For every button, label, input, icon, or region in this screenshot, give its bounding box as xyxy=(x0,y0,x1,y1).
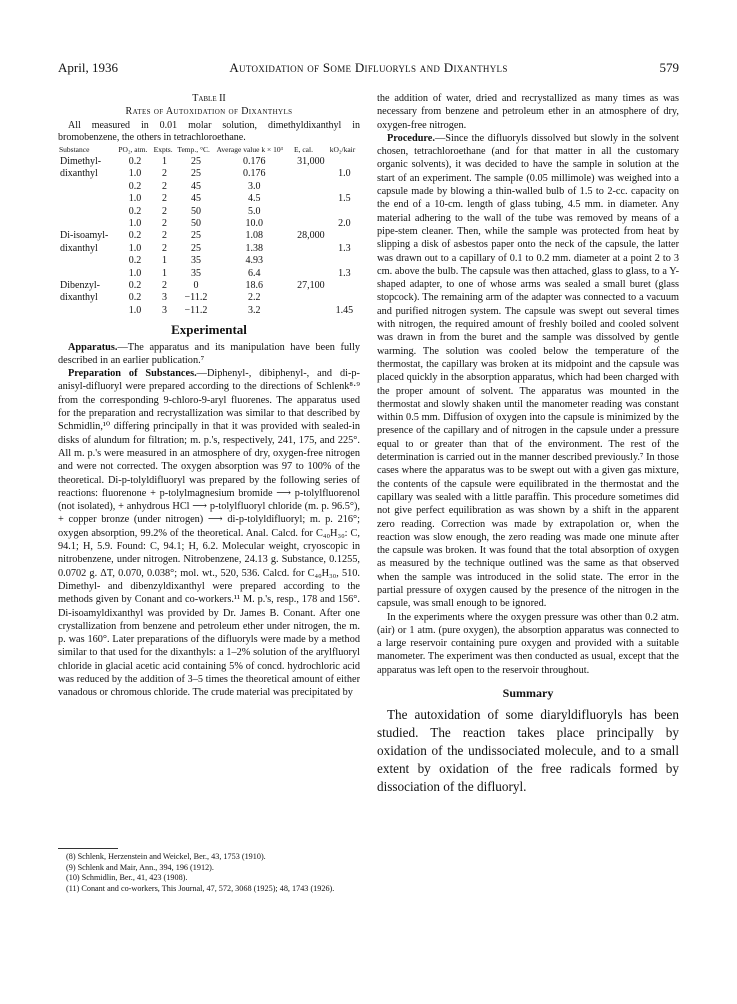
table-title: Table II xyxy=(192,93,226,104)
table-cell: 2 xyxy=(162,280,167,292)
table-row xyxy=(58,168,360,180)
table-cell: 0.2 xyxy=(128,156,142,167)
table-cell xyxy=(329,255,360,267)
table-cell: 0.2 xyxy=(128,280,142,292)
footnotes xyxy=(58,848,360,894)
table-cell: 0.2 xyxy=(128,180,142,192)
header-date: April, 1936 xyxy=(58,60,118,75)
table-row xyxy=(58,280,360,292)
experimental-heading: Experimental xyxy=(171,322,247,338)
continuation-paragraph: the addition of water, dried and recrystallized as many times as was necessary from benzene and petroleum ether in an atmosphere of dry, oxygen-free nitrogen. xyxy=(377,93,679,131)
table-cell: dixanthyl xyxy=(60,242,98,254)
col-po2: PO₂, atm. xyxy=(118,145,148,154)
page-number: 579 xyxy=(659,60,679,75)
table-cell: 4.93 xyxy=(245,255,263,267)
table-row xyxy=(58,268,360,280)
table-cell: 0 xyxy=(193,280,199,292)
table-cell xyxy=(58,255,117,267)
table-cell xyxy=(58,268,117,280)
table-cell: −11.2 xyxy=(184,292,208,304)
table-row xyxy=(58,181,360,193)
procedure-paragraph xyxy=(377,132,679,611)
table-cell: 2.0 xyxy=(338,218,351,230)
rates-table xyxy=(58,146,360,317)
table-cell: 1.3 xyxy=(338,242,351,254)
table-cell: 1.08 xyxy=(245,230,263,242)
table-cell xyxy=(329,181,360,193)
table-cell: 2 xyxy=(162,193,167,205)
table-cell: 2.2 xyxy=(248,292,261,304)
reservoir-paragraph: In the experiments where the oxygen pressure was other than 0.2 atm. (air) or 1 atm. (pure oxygen), the absorption apparatus was connected to a large reservoir containing pure oxygen and provided with a suitable manometer. The experiment was then conducted as usual, except that the apparatus was left open to the reservoir throughout. xyxy=(377,611,679,676)
col-k: Average value k × 10³ xyxy=(216,145,283,154)
table-cell: 0.2 xyxy=(128,230,142,242)
col-ratio: kO₂/kair xyxy=(329,145,356,154)
table-cell: 2 xyxy=(162,205,167,217)
table-cell: 0.176 xyxy=(243,168,266,180)
summary-heading: Summary xyxy=(502,686,554,701)
table-cell: 2 xyxy=(162,230,167,242)
preparation-text: —Diphenyl-, dibiphenyl-, and di-p-anisyl-difluoryl were prepared according to the directions of Schlenk⁸·⁹ from the corresponding 9-chloro-9-aryl fluorenes. The apparatus used for the preparation and recrystallization was similar to that described by Schmidlin,¹⁰ differing principally in that it was provided with sealed-in disks of alundum for filtration; m. p.'s, respectively, 241, 175, and 225°. All m. p.'s were measured in an atmosphere of dry, oxygen-free nitrogen and were not corrected. The oxygen absorption was 97 to 100% of the theoretical. Di-p-tolyldifluoryl was prepared by the following series of reactions: fluorenone + p-tolylmagnesium bromide ⟶ p-tolylfluorenol (not isolated), + anhydrous HCl ⟶ p-tolylfluoryl chloride (m. p. 96.5°), + copper bronze (under nitrogen) ⟶ di-p-tolyldifluoryl; m. p. 216°; oxygen absorption, 99.2% of the theoretical. Anal. Calcd. for C₄₀H₃₀: C, 94.1; H, 5.9. Found: C, 94.1; H, 6.2. Molecular weight, cryoscopic in nitrobenzene, under nitrogen. Nitrobenzene, 24.13 g. Substance, 0.1255, 0.0702 g. ΔT, 0.070, 0.038°; mol. wt., 520, 536. Calcd. for C₄₀H₃₀, 510. Dimethyl- and dibenzyldixanthyl were prepared according to the methods given by Conant and co-workers.¹¹ M. p.'s, resp., 178 and 156°. Di-isoamyldixanthyl was provided by Dr. James B. Conant. After one crystallization from benzene and petroleum ether under nitrogen, the m. p. was 160°. Later preparations of the difluoryls were made by a method similar to that used for the dixanthyls: a 1–2% solution of the arylfluoryl chloride in glacial acetic acid containing 5% of concd. hydrochloric acid was reduced by the addition of 3–5 times the theoretical amount of either vanadous or chromous chloride. The crude material was precipitated by xyxy=(58,368,360,699)
table-cell: 1.0 xyxy=(128,168,142,180)
table-cell: 1.38 xyxy=(245,242,263,254)
table-cell: 27,100 xyxy=(297,280,325,292)
table-cell: 1.5 xyxy=(338,193,351,205)
table-cell: 1 xyxy=(162,267,167,279)
footnote-rule xyxy=(58,848,118,849)
table-cell: 2 xyxy=(162,218,167,230)
table-cell xyxy=(293,181,329,193)
apparatus-paragraph xyxy=(58,341,360,368)
table-cell: 3 xyxy=(162,292,167,304)
table-row xyxy=(58,230,360,242)
table-cell: 1.0 xyxy=(128,267,142,279)
table-cell xyxy=(58,193,117,205)
table-cell: Dibenzyl- xyxy=(60,280,100,292)
procedure-lead: Procedure. xyxy=(387,132,435,144)
table-row xyxy=(58,193,360,205)
table-cell: 0.2 xyxy=(128,292,142,304)
table-cell: 1.0 xyxy=(128,304,142,316)
table-cell xyxy=(293,292,329,304)
table-cell: 28,000 xyxy=(297,230,325,242)
right-column xyxy=(377,92,679,796)
table-cell: 3 xyxy=(162,304,167,316)
table-cell: 0.2 xyxy=(128,205,142,217)
table-cell: 25 xyxy=(190,230,201,242)
preparation-lead: Preparation of Substances. xyxy=(68,368,197,380)
table-cell: 3.2 xyxy=(248,304,261,316)
table-cell xyxy=(293,268,329,280)
table-cell: 2 xyxy=(162,168,167,180)
table-cell xyxy=(58,218,117,230)
table-caption: Rates of Autoxidation of Dixanthyls xyxy=(125,106,293,117)
footnote-8: (8) Schlenk, Herzenstein and Weickel, Ber., 43, 1753 (1910). xyxy=(66,852,266,861)
table-row xyxy=(58,305,360,317)
table-cell: dixanthyl xyxy=(60,292,98,304)
table-cell: 3.0 xyxy=(248,180,261,192)
table-cell xyxy=(293,193,329,205)
table-cell: 25 xyxy=(190,156,201,167)
table-cell: 25 xyxy=(190,168,201,180)
table-cell: 2 xyxy=(162,242,167,254)
table-cell: 35 xyxy=(190,267,201,279)
table-cell: 6.4 xyxy=(248,267,261,279)
table-cell xyxy=(293,305,329,317)
table-cell xyxy=(329,230,360,242)
table-cell: 31,000 xyxy=(297,156,325,167)
table-cell: 45 xyxy=(190,193,201,205)
table-cell xyxy=(293,168,329,180)
table-cell xyxy=(293,218,329,230)
table-cell: 1.0 xyxy=(128,242,142,254)
table-row xyxy=(58,156,360,168)
table-cell: Di-isoamyl- xyxy=(60,230,109,242)
table-cell xyxy=(329,206,360,218)
table-cell: dixanthyl xyxy=(60,168,98,180)
table-row xyxy=(58,292,360,304)
table-cell: 4.5 xyxy=(248,193,261,205)
procedure-text: —Since the difluoryls dissolved but slowly in the solvent chosen, tetrachloroethane (and for that matter in all the customary organic solvents), it was decided to have the sample in solution at the start of an experiment. The sample (0.05 millimole) was weighed into a capsule made by blowing a thin-walled bulb of 1.5 to 2-cc. capacity on the end of a 10-cm. length of glass tubing, 4.5 mm. in diameter. Any material adhering to the wall of the tube was removed by means of a pipe-stem cleaner. Then, while the sample was protected from heat by slipping a disk of asbestos paper onto the neck of the capsule, the latter was drawn out to a capillary of 0.1 to 0.2 mm. diameter at a point 2 to 3 cm. above the bulb. The capsule was then attached, glass to glass, to a Y-shaped adapter, to one of whose arms was sealed a small buret (glass stopcock). The remaining arm of the adapter was connected to a vacuum and purified nitrogen system. The capsule was swept out several times with nitrogen, the required amount of freshly boiled and cooled solvent was drawn in from the buret and the sample was dissolved by gentle warming. The solution was cooled below the temperature of the thermostat, the capillary was broken at its midpoint and the capsule was placed quickly in the absorption apparatus, which had been charged with the proper amount of solvent. The apparatus was mounted in the thermostat and slowly shaken until the manometer reading was constant within 0.5 mm. Diffusion of oxygen into the capsule is minimized by the presence of the capillary and of nitrogen in the capsule under a pressure equal to or greater than that of the environment. The rest of the determination is carried out in the manner described previously.⁷ In those cases where the apparatus was to be swept out with a given gas mixture, the contents of the capsule were equilibrated in the thermostat and the capillary was sealed with a little paraffin. This procedure sometimes did not give perfect equilibration as was shown by a shift in the apparent zero reading. Correction was made by extrapolation or, when the reaction was slow enough, the zero reading was made one minute after the capsule was broken. It was found that the total absorption of oxygen as measured by the technique outlined was the same as that observed when the sample was introduced in the solid state. The error in the partial pressure of oxygen caused by the presence of the nitrogen in the capsule, was small enough to be ignored. xyxy=(377,132,679,610)
table-cell xyxy=(293,255,329,267)
table-cell: 2 xyxy=(162,180,167,192)
table-cell: 50 xyxy=(190,205,201,217)
table-cell: 45 xyxy=(190,180,201,192)
table-row xyxy=(58,243,360,255)
table-row xyxy=(58,206,360,218)
col-e: E, cal. xyxy=(294,145,313,154)
table-cell: 1.0 xyxy=(128,218,142,230)
table-cell xyxy=(58,181,117,193)
footnote-9: (9) Schlenk and Mair, Ann., 394, 196 (1912). xyxy=(66,862,214,872)
table-cell xyxy=(58,305,117,317)
table-cell: Dimethyl- xyxy=(60,156,102,167)
table-cell: 1.0 xyxy=(338,168,351,180)
footnote-11: (11) Conant and co-workers, This Journal, 47, 572, 3068 (1925); 48, 1743 (1926). xyxy=(66,883,335,893)
table-cell: 25 xyxy=(190,242,201,254)
table-cell: 1.45 xyxy=(335,304,354,316)
table-cell: 1 xyxy=(162,156,167,167)
table-cell xyxy=(329,156,360,168)
table-cell: 1.3 xyxy=(338,267,351,279)
table-note: All measured in 0.01 molar solution, dimethyldixanthyl in bromobenzene, the others in tetrachloroethane. xyxy=(58,120,360,143)
col-expts: Expts. xyxy=(153,145,173,154)
table-cell xyxy=(293,206,329,218)
table-cell: 35 xyxy=(190,255,201,267)
summary-section xyxy=(377,687,679,796)
table-row xyxy=(58,218,360,230)
table-cell: 18.6 xyxy=(245,280,263,292)
table-cell xyxy=(58,206,117,218)
col-substance: Substance xyxy=(59,145,90,154)
table-cell: 5.0 xyxy=(248,205,261,217)
apparatus-text: —The apparatus and its manipulation have been fully described in an earlier publication.⁷ xyxy=(58,341,360,366)
table-cell: 10.0 xyxy=(245,218,263,230)
table-cell: −11.2 xyxy=(184,304,208,316)
table-row xyxy=(58,255,360,267)
table-cell: 50 xyxy=(190,218,201,230)
left-column xyxy=(58,92,360,700)
table-cell xyxy=(329,280,360,292)
table-cell xyxy=(329,292,360,304)
table-cell: 0.2 xyxy=(128,255,142,267)
table-cell: 1.0 xyxy=(128,193,142,205)
col-temp: Temp., °C. xyxy=(177,145,210,154)
table-cell xyxy=(293,243,329,255)
table-cell: 1 xyxy=(162,255,167,267)
header-title: Autoxidation of Some Difluoryls and Dixanthyls xyxy=(229,60,508,75)
footnote-10: (10) Schmidlin, Ber., 41, 423 (1908). xyxy=(66,873,188,882)
table-header-row xyxy=(58,146,360,156)
table-cell: 0.176 xyxy=(243,156,266,167)
preparation-paragraph xyxy=(58,367,360,699)
apparatus-lead: Apparatus. xyxy=(68,341,118,353)
summary-text: The autoxidation of some diaryldifluoryls has been studied. The reaction takes place principally by oxidation of the undissociated molecule, and to a small extent by oxidation of the free radicals formed by dissociation of the difluoryl. xyxy=(377,707,679,795)
